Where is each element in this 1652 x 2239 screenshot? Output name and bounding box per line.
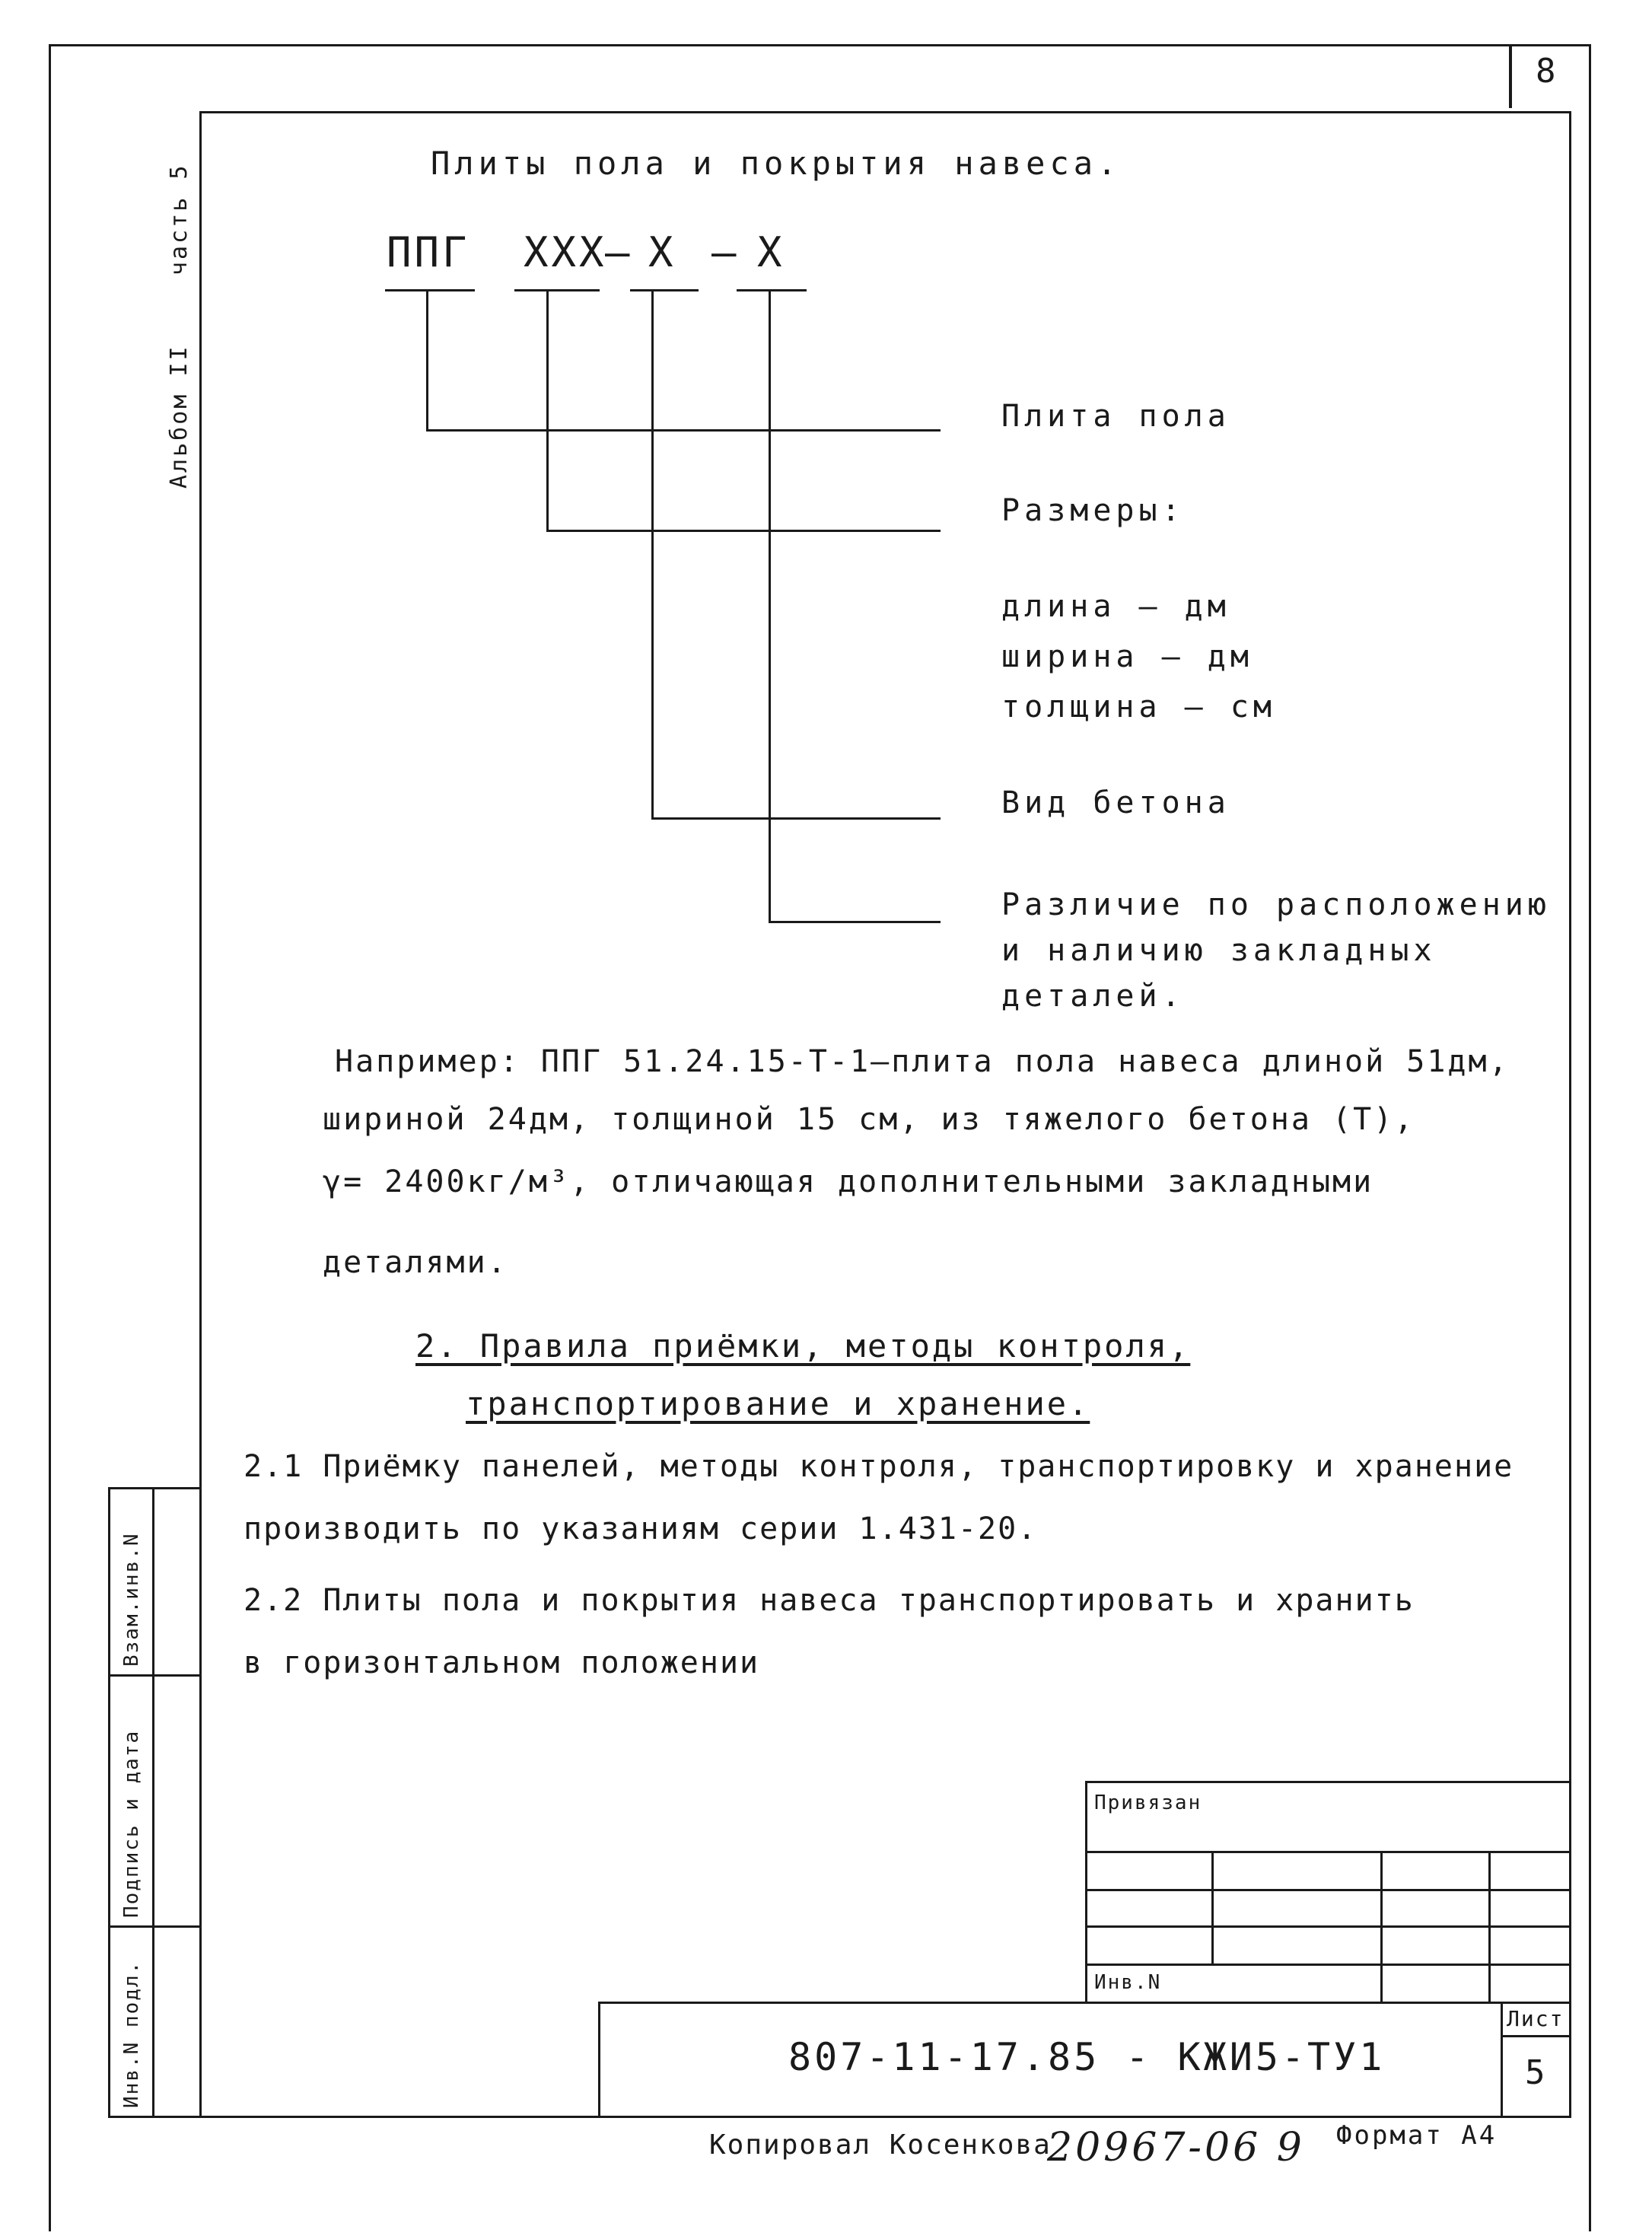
code-dash-1: –	[605, 228, 633, 276]
side-label-part: часть 5	[166, 163, 193, 275]
designation-top	[598, 2002, 1571, 2004]
legend-length: длина – дм	[1001, 589, 1230, 624]
page-number: 8	[1536, 52, 1556, 91]
example-line3: γ= 2400кг/м³, отличающая дополнительными закладными	[323, 1164, 1374, 1199]
code-segment-dimensions: XXX	[524, 228, 607, 276]
sheet-label: Лист	[1507, 2006, 1564, 2031]
footer-format: Формат А4	[1336, 2120, 1498, 2151]
code-segment-variant: X	[757, 228, 785, 276]
code-segment-prefix: ППГ	[387, 228, 470, 276]
left-stamp-divider	[152, 1487, 154, 2118]
section2-heading-line1: 2. Правила приёмки, методы контроля,	[415, 1327, 1191, 1365]
section2-heading-line2: транспортирование и хранение.	[466, 1385, 1090, 1422]
example-line4: деталями.	[323, 1245, 508, 1280]
leader-3-vertical	[651, 289, 654, 819]
leader-4-horizontal	[769, 921, 941, 923]
leader-3-horizontal	[651, 817, 941, 820]
code-underline-3	[630, 289, 699, 291]
legend-difference-line3: деталей.	[1001, 979, 1185, 1014]
legend-difference-line1: Различие по расположению	[1001, 887, 1551, 922]
page-number-box-left	[1509, 44, 1512, 108]
left-stamp-row1	[108, 1674, 202, 1677]
footer-order-number: 20967-06 9	[1047, 2125, 1305, 2171]
frame-top	[199, 111, 1569, 113]
designation-sheet-divider	[1501, 2002, 1503, 2117]
leader-1-vertical	[426, 289, 428, 431]
example-line2: шириной 24дм, толщиной 15 см, из тяжелого бетона (Т),	[323, 1102, 1415, 1137]
outer-left-border	[49, 44, 51, 2231]
leader-1-horizontal	[426, 429, 941, 432]
legend-concrete: Вид бетона	[1001, 785, 1230, 820]
left-stamp-outer	[108, 1487, 110, 2118]
legend-width: ширина – дм	[1001, 639, 1253, 674]
doc-title: Плиты пола и покрытия навеса.	[431, 145, 1122, 182]
code-underline-2	[514, 289, 600, 291]
title-block-bound-label: Привязан	[1094, 1792, 1202, 1814]
code-underline-4	[737, 289, 807, 291]
paragraph-2-2-line2: в горизонтальном положении	[244, 1645, 760, 1680]
legend-thickness: толщина – см	[1001, 690, 1276, 725]
stamp-signature-date: Подпись и дата	[120, 1729, 143, 1918]
outer-top-border	[49, 44, 1590, 46]
sheet-label-divider	[1501, 2035, 1571, 2037]
legend-slab: Плита пола	[1001, 399, 1230, 434]
stamp-inv-original: Инв.N подл.	[120, 1960, 143, 2108]
left-stamp-row2	[108, 1925, 202, 1928]
example-line1: Например: ППГ 51.24.15-Т-1—плита пола навеса длиной 51дм,	[335, 1044, 1510, 1079]
paragraph-2-2-line1: 2.2 Плиты пола и покрытия навеса транспортировать и хранить	[244, 1583, 1415, 1618]
legend-difference-line2: и наличию закладных	[1001, 933, 1437, 968]
leader-4-vertical	[769, 289, 771, 922]
designation-left	[598, 2002, 600, 2117]
document-designation: 807-11-17.85 - КЖИ5-ТУ1	[788, 2035, 1386, 2079]
stamp-inv-replace: Взам.инв.N	[120, 1532, 143, 1667]
left-stamp-top	[108, 1487, 202, 1489]
footer-copied-by: Копировал Косенкова	[709, 2129, 1052, 2161]
code-dash-2: –	[711, 228, 740, 276]
paragraph-2-1-line2: производить по указаниям серии 1.431-20.	[244, 1511, 1038, 1546]
legend-sizes-heading: Размеры:	[1001, 493, 1185, 528]
code-underline-1	[385, 289, 475, 291]
outer-right-border	[1589, 44, 1591, 2231]
sheet-number: 5	[1525, 2053, 1545, 2092]
code-segment-concrete: X	[648, 228, 676, 276]
side-label-album: Альбом II	[166, 344, 193, 489]
leader-2-vertical	[546, 289, 549, 531]
frame-left	[199, 111, 202, 2117]
leader-2-horizontal	[546, 530, 941, 532]
paragraph-2-1-line1: 2.1 Приёмку панелей, методы контроля, транспортировку и хранение	[244, 1449, 1514, 1484]
title-block-inv-label: Инв.N	[1094, 1971, 1162, 1994]
